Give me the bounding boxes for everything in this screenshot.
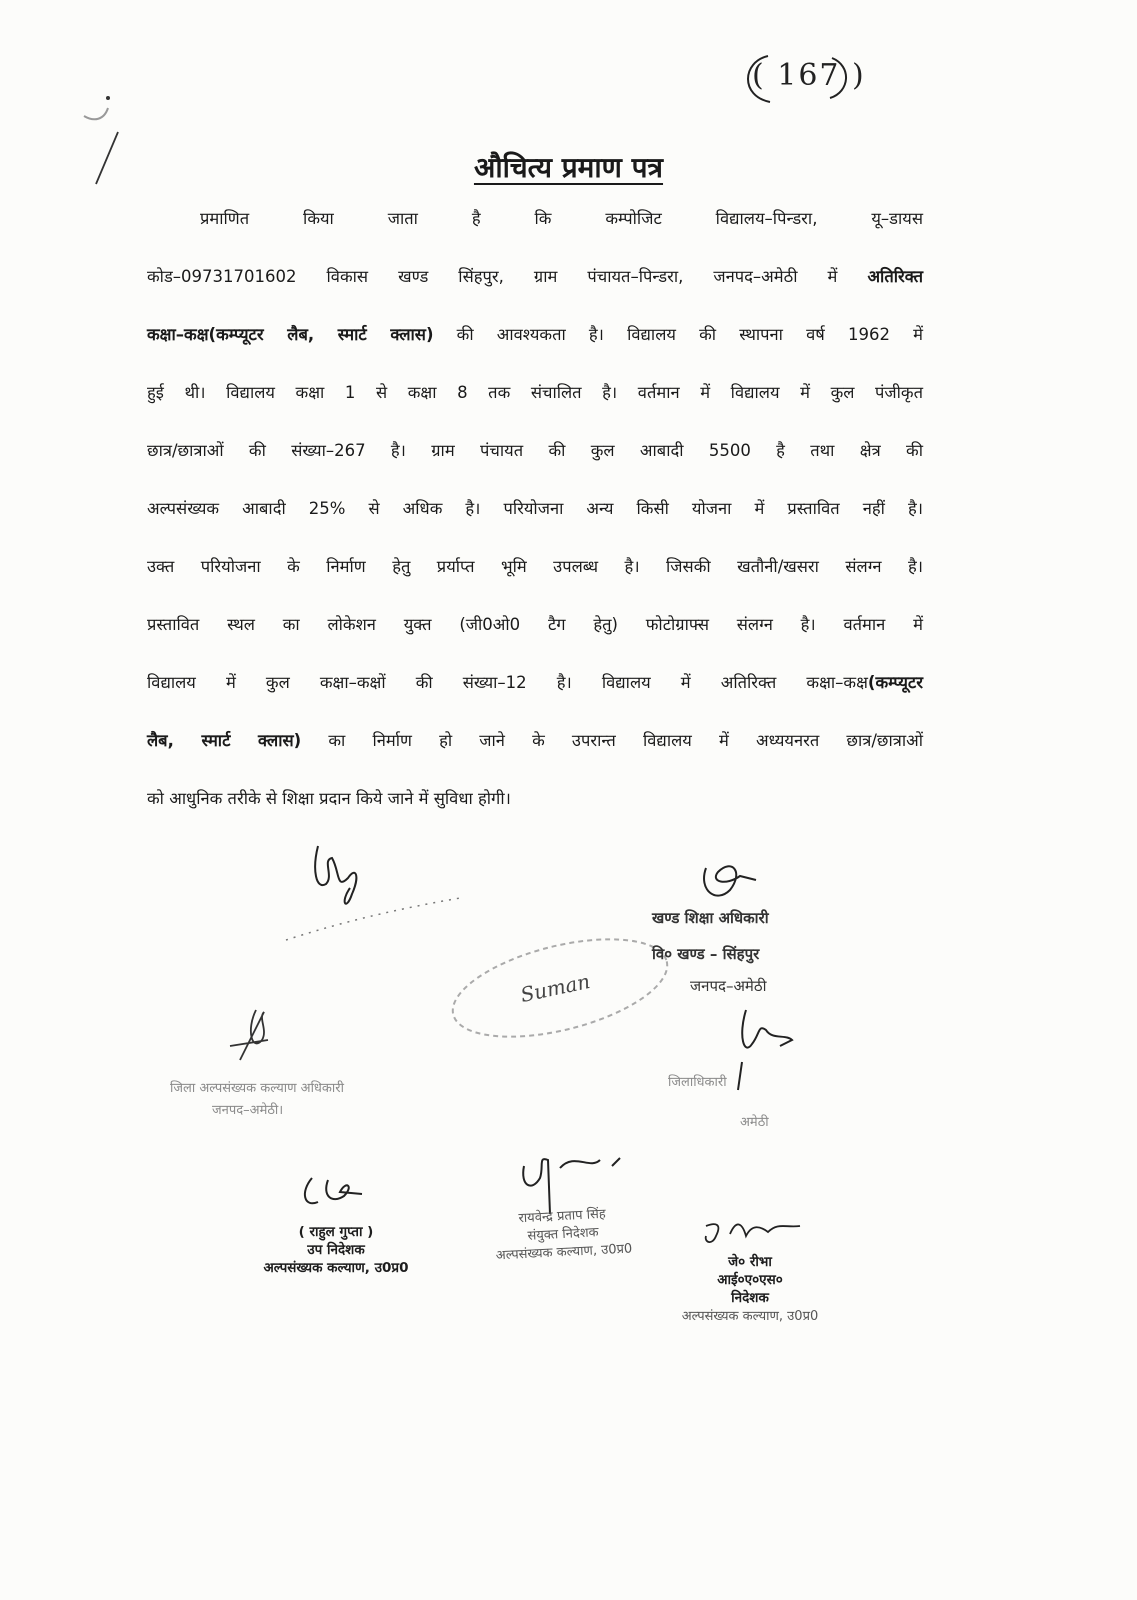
signature-right <box>738 1010 792 1090</box>
body-line-10-bold: लैब, स्मार्ट क्लास) <box>147 731 302 750</box>
signatory-deputy-department: अल्पसंख्यक कल्याण, उ0प्र0 <box>263 1260 409 1276</box>
stamp-right-faint-line-2: अमेठी <box>740 1115 769 1130</box>
body-line-2-bold: अतिरिक्त <box>867 267 923 286</box>
signatory-joint-name: रायवेन्द्र प्रताप सिंह <box>518 1206 607 1227</box>
page-title: औचित्य प्रमाण पत्र <box>473 151 664 184</box>
signatory-director-service: आई०ए०एस० <box>717 1272 783 1288</box>
body-line-9-text: विद्यालय में कुल कक्षा–कक्षों की संख्या–12 है। विद्यालय में अतिरिक्त कक्षा–कक्ष <box>147 673 868 692</box>
signatory-joint <box>467 1201 660 1265</box>
body-line-5: छात्र/छात्राओं की संख्या–267 है। ग्राम पंचायत की कुल आबादी 5500 है तथा क्षेत्र की <box>147 441 923 460</box>
signatory-deputy <box>236 1222 436 1276</box>
signatory-joint-department: अल्पसंख्यक कल्याण, उ0प्र0 <box>495 1241 633 1264</box>
signatory-director-name: जे० रीभा <box>728 1254 772 1270</box>
signature-beo <box>704 866 756 895</box>
stamp-beo-line-2: वि० खण्ड – सिंहपुर <box>652 945 760 963</box>
signatory-director-designation: निदेशक <box>731 1290 769 1306</box>
signatory-deputy-designation: उप निदेशक <box>307 1242 365 1258</box>
signatory-director <box>650 1252 850 1324</box>
body-line-11: को आधुनिक तरीके से शिक्षा प्रदान किये जाने में सुविधा होगी। <box>147 789 511 808</box>
scan-dot <box>106 96 110 100</box>
signature-director <box>706 1224 800 1242</box>
body-line-6: अल्पसंख्यक आबादी 25% से अधिक है। परियोजना अन्य किसी योजना में प्रस्तावित नहीं है। <box>147 499 923 518</box>
body-line-10-text: का निर्माण हो जाने के उपरान्त विद्यालय में अध्ययनरत छात्र/छात्राओं <box>301 731 924 750</box>
stamp-beo-line-3: जनपद–अमेठी <box>690 977 767 995</box>
page-number-bracket-mark <box>748 56 846 102</box>
scan-mark-curve <box>84 108 108 119</box>
body-line-3-bold: कक्षा–कक्ष(कम्प्यूटर लैब, स्मार्ट क्लास) <box>147 325 434 344</box>
body-line-2-text: कोड–09731701602 विकास खण्ड सिंहपुर, ग्राम पंचायत–पिन्डरा, जनपद–अमेठी में <box>147 267 868 286</box>
page-number: ( 167 ) <box>752 58 866 93</box>
signatory-joint-designation: संयुक्त निदेशक <box>527 1225 600 1244</box>
stamp-right-faint-line-1: जिलाधिकारी <box>668 1075 727 1090</box>
body-line-9-bold: (कम्प्यूटर <box>867 673 923 692</box>
signatory-deputy-name: ( राहुल गुप्ता ) <box>298 1224 374 1240</box>
body-line-1: प्रमाणित किया जाता है कि कम्पोजिट विद्यालय–पिन्डरा, यू–डायस <box>200 209 923 228</box>
body-line-3-text: की आवश्यकता है। विद्यालय की स्थापना वर्ष 1962 में <box>433 325 923 344</box>
signatory-director-department: अल्पसंख्यक कल्याण, उ0प्र0 <box>681 1309 819 1324</box>
signature-top-left <box>315 846 356 904</box>
stamp-beo-line-1: खण्ड शिक्षा अधिकारी <box>652 909 769 927</box>
stamp-left-faint-line-1: जिला अल्पसंख्यक कल्याण अधिकारी <box>170 1081 344 1096</box>
signature-left-faint <box>230 1010 268 1060</box>
scan-mark <box>96 132 118 184</box>
signature-top-left-trail <box>286 898 460 940</box>
stamp-left-faint-line-2: जनपद–अमेठी। <box>212 1103 284 1118</box>
body-line-8: प्रस्तावित स्थल का लोकेशन युक्त (जी0ओ0 टैग हेतु) फोटोग्राफ्स संलग्न है। वर्तमान में <box>147 615 923 634</box>
body-line-7: उक्त परियोजना के निर्माण हेतु प्रर्याप्त भूमि उपलब्ध है। जिसकी खतौनी/खसरा संलग्न है। <box>147 557 923 576</box>
signature-deputy <box>305 1178 362 1203</box>
body-line-4: हुई थी। विद्यालय कक्षा 1 से कक्षा 8 तक संचालित है। वर्तमान में विद्यालय में कुल पंजीकृत <box>147 383 923 402</box>
seal-signature-text: Suman <box>518 968 593 1008</box>
